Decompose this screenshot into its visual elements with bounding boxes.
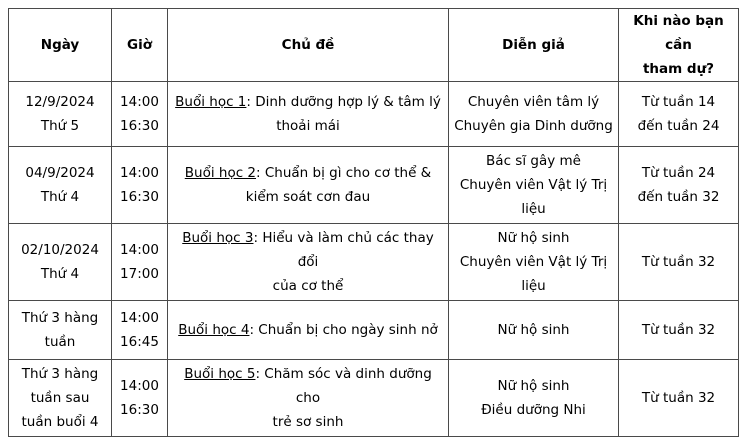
cell-when: Từ tuần 24 đến tuần 32 bbox=[619, 147, 739, 224]
header-row bbox=[9, 9, 739, 82]
table-row bbox=[9, 224, 739, 301]
cell-date: Thứ 3 hàng tuần sau tuần buổi 4 bbox=[9, 360, 112, 437]
cell-speaker: Nữ hộ sinh Điều dưỡng Nhi bbox=[449, 360, 619, 437]
cell-topic: Buổi học 4: Chuẩn bị cho ngày sinh nở bbox=[168, 301, 449, 360]
cell-date: 04/9/2024 Thứ 4 bbox=[9, 147, 112, 224]
session-label: Buổi học 4 bbox=[178, 322, 250, 338]
cell-topic: Buổi học 3: Hiểu và làm chủ các thay đổi của cơ thể bbox=[168, 224, 449, 301]
cell-when: Từ tuần 32 bbox=[619, 301, 739, 360]
table-row bbox=[9, 360, 739, 437]
cell-time: 14:00 16:30 bbox=[112, 82, 168, 147]
header-date: Ngày bbox=[9, 9, 112, 82]
cell-when: Từ tuần 32 bbox=[619, 360, 739, 437]
cell-speaker: Nữ hộ sinh Chuyên viên Vật lý Trị liệu bbox=[449, 224, 619, 301]
cell-time: 14:00 17:00 bbox=[112, 224, 168, 301]
cell-topic: Buổi học 5: Chăm sóc và dinh dưỡng cho trẻ sơ sinh bbox=[168, 360, 449, 437]
cell-date: Thứ 3 hàng tuần bbox=[9, 301, 112, 360]
cell-topic: Buổi học 1: Dinh dưỡng hợp lý & tâm lý thoải mái bbox=[168, 82, 449, 147]
cell-speaker: Chuyên viên tâm lý Chuyên gia Dinh dưỡng bbox=[449, 82, 619, 147]
cell-time: 14:00 16:45 bbox=[112, 301, 168, 360]
session-label: Buổi học 1 bbox=[175, 94, 247, 110]
cell-date: 12/9/2024 Thứ 5 bbox=[9, 82, 112, 147]
header-when: Khi nào bạn cần tham dự? bbox=[619, 9, 739, 82]
header-topic: Chủ đề bbox=[168, 9, 449, 82]
table-row bbox=[9, 301, 739, 360]
cell-time: 14:00 16:30 bbox=[112, 147, 168, 224]
session-label: Buổi học 2 bbox=[184, 165, 257, 181]
schedule-table bbox=[8, 8, 739, 437]
cell-date: 02/10/2024 Thứ 4 bbox=[9, 224, 112, 301]
cell-when: Từ tuần 32 bbox=[619, 224, 739, 301]
header-speaker: Diễn giả bbox=[449, 9, 619, 82]
session-label: Buổi học 5 bbox=[184, 366, 256, 382]
session-label: Buổi học 3 bbox=[182, 230, 254, 246]
cell-time: 14:00 16:30 bbox=[112, 360, 168, 437]
cell-speaker: Bác sĩ gây mê Chuyên viên Vật lý Trị liệu bbox=[449, 147, 619, 224]
cell-speaker: Nữ hộ sinh bbox=[449, 301, 619, 360]
table-row bbox=[9, 82, 739, 147]
cell-when: Từ tuần 14 đến tuần 24 bbox=[619, 82, 739, 147]
cell-topic: Buổi học 2: Chuẩn bị gì cho cơ thể & kiểm soát cơn đau bbox=[168, 147, 449, 224]
table-row bbox=[9, 147, 739, 224]
header-time: Giờ bbox=[112, 9, 168, 82]
